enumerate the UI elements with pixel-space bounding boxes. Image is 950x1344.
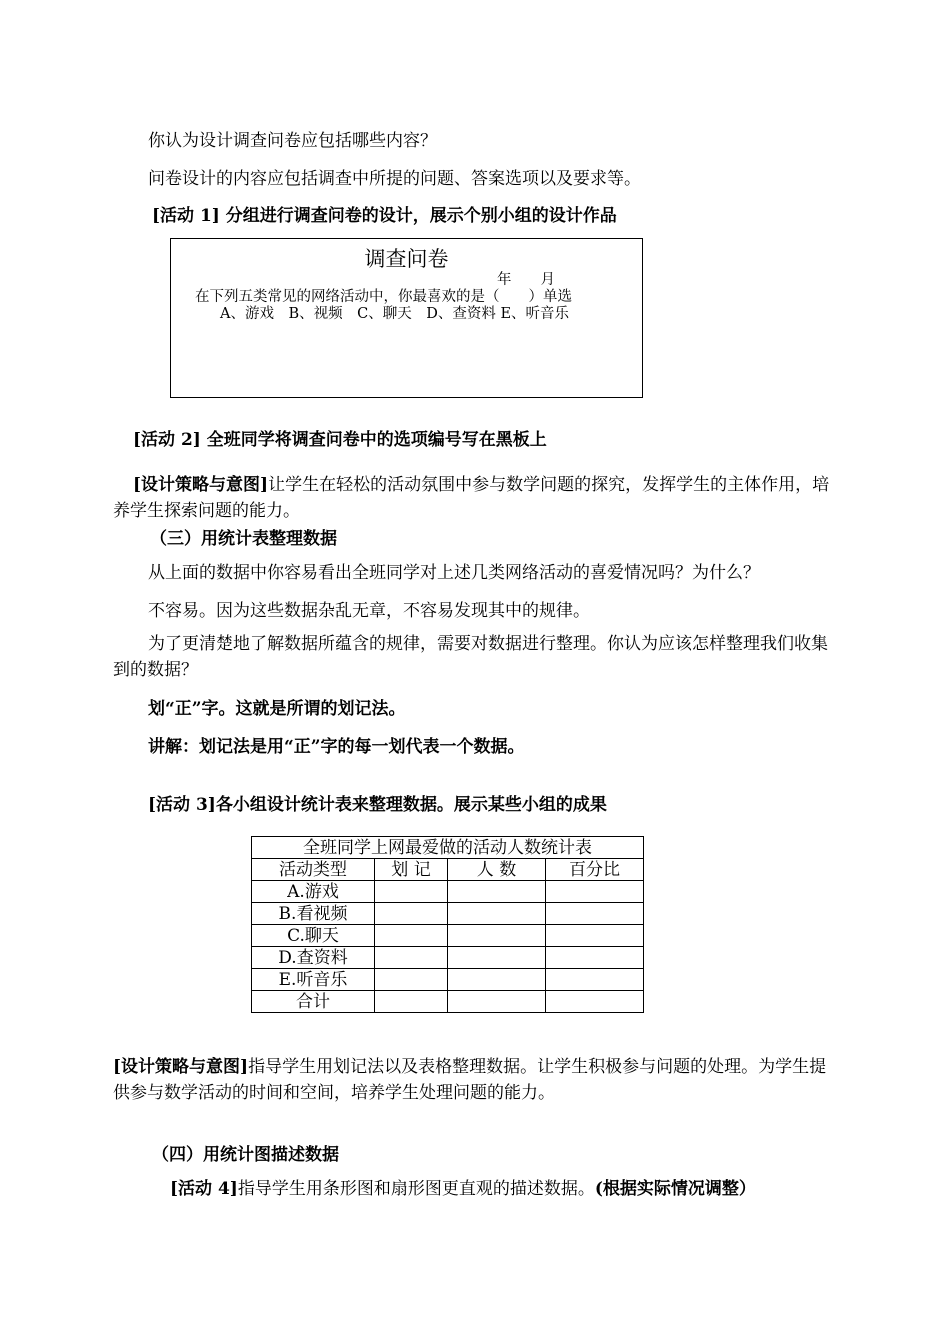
strategy-text: 指导学生用划记法以及表格整理数据。让学生积极参与问题的处理。为学生提供参与数学活动的时间和空间，培养学生处理问题的能力。 [113, 1057, 827, 1103]
survey-date: 年 月 [497, 272, 555, 288]
tally-cell [375, 969, 448, 991]
tally-cell [375, 991, 448, 1013]
table-header-row [252, 859, 644, 881]
answer-2: 不容易。因为这些数据杂乱无章，不容易发现其中的规律。 [148, 601, 590, 621]
activity-4-label: [活动 4] [170, 1179, 238, 1199]
percentage-cell [546, 969, 644, 991]
question-1: 你认为设计调查问卷应包括哪些内容？ [148, 131, 437, 151]
statistics-table [251, 836, 644, 1013]
question-2: 从上面的数据中你容易看出全班同学对上述几类网络活动的喜爱情况吗？为什么？ [148, 563, 760, 583]
count-cell [448, 925, 546, 947]
activity-2-heading: [活动 2] 全班同学将调查问卷中的选项编号写在黑板上 [133, 430, 547, 450]
table-caption: 全班同学上网最爱做的活动人数统计表 [252, 837, 644, 859]
table-caption-row [252, 837, 644, 859]
table-row [252, 881, 644, 903]
row-label: E.听音乐 [252, 969, 375, 991]
row-label: 合计 [252, 991, 375, 1013]
count-cell [448, 903, 546, 925]
answer-3: 划“正”字。这就是所谓的划记法。 [148, 699, 406, 719]
header-tally: 划 记 [375, 859, 448, 881]
count-cell [448, 991, 546, 1013]
table-row [252, 925, 644, 947]
tally-cell [375, 881, 448, 903]
strategy-label: [设计策略与意图] [133, 475, 269, 495]
activity-1-heading: [活动 1] 分组进行调查问卷的设计，展示个别小组的设计作品 [152, 206, 617, 226]
strategy-paragraph-2 [113, 1054, 838, 1106]
header-count: 人 数 [448, 859, 546, 881]
count-cell [448, 969, 546, 991]
table-row [252, 969, 644, 991]
tally-cell [375, 925, 448, 947]
row-label: A.游戏 [252, 881, 375, 903]
row-label: C.聊天 [252, 925, 375, 947]
table-row [252, 903, 644, 925]
percentage-cell [546, 947, 644, 969]
header-percentage: 百分比 [546, 859, 644, 881]
table-row [252, 947, 644, 969]
tally-cell [375, 947, 448, 969]
explanation: 讲解：划记法是用“正”字的每一划代表一个数据。 [148, 737, 525, 757]
percentage-cell [546, 925, 644, 947]
tally-cell [375, 903, 448, 925]
survey-options: A、游戏 B、视频 C、聊天 D、查资料 E、听音乐 [220, 306, 570, 322]
survey-title: 调查问卷 [364, 247, 449, 271]
count-cell [448, 881, 546, 903]
section-3-heading: （三）用统计表整理数据 [150, 529, 337, 549]
row-label: D.查资料 [252, 947, 375, 969]
survey-questionnaire-box [170, 238, 643, 398]
activity-3-heading: [活动 3]各小组设计统计表来整理数据。展示某些小组的成果 [148, 795, 607, 815]
strategy-paragraph-1 [113, 472, 838, 524]
percentage-cell [546, 903, 644, 925]
answer-1: 问卷设计的内容应包括调查中所提的问题、答案选项以及要求等。 [148, 169, 641, 189]
question-3: 为了更清楚地了解数据所蕴含的规律，需要对数据进行整理。你认为应该怎样整理我们收集到的数据？ [113, 634, 828, 680]
percentage-cell [546, 991, 644, 1013]
percentage-cell [546, 881, 644, 903]
activity-4-text: 指导学生用条形图和扇形图更直观的描述数据。 [237, 1179, 595, 1199]
table-total-row [252, 991, 644, 1013]
row-label: B.看视频 [252, 903, 375, 925]
survey-question: 在下列五类常见的网络活动中，你最喜欢的是（ ）单选 [195, 289, 572, 305]
activity-4-line [170, 1174, 756, 1199]
header-activity-type: 活动类型 [252, 859, 375, 881]
activity-4-note: (根据实际情况调整） [594, 1179, 756, 1199]
strategy-text: 让学生在轻松的活动氛围中参与数学问题的探究，发挥学生的主体作用，培养学生探索问题的能力。 [113, 475, 830, 521]
strategy-label: [设计策略与意图] [113, 1057, 249, 1077]
count-cell [448, 947, 546, 969]
section-4-heading: （四）用统计图描述数据 [152, 1145, 339, 1165]
